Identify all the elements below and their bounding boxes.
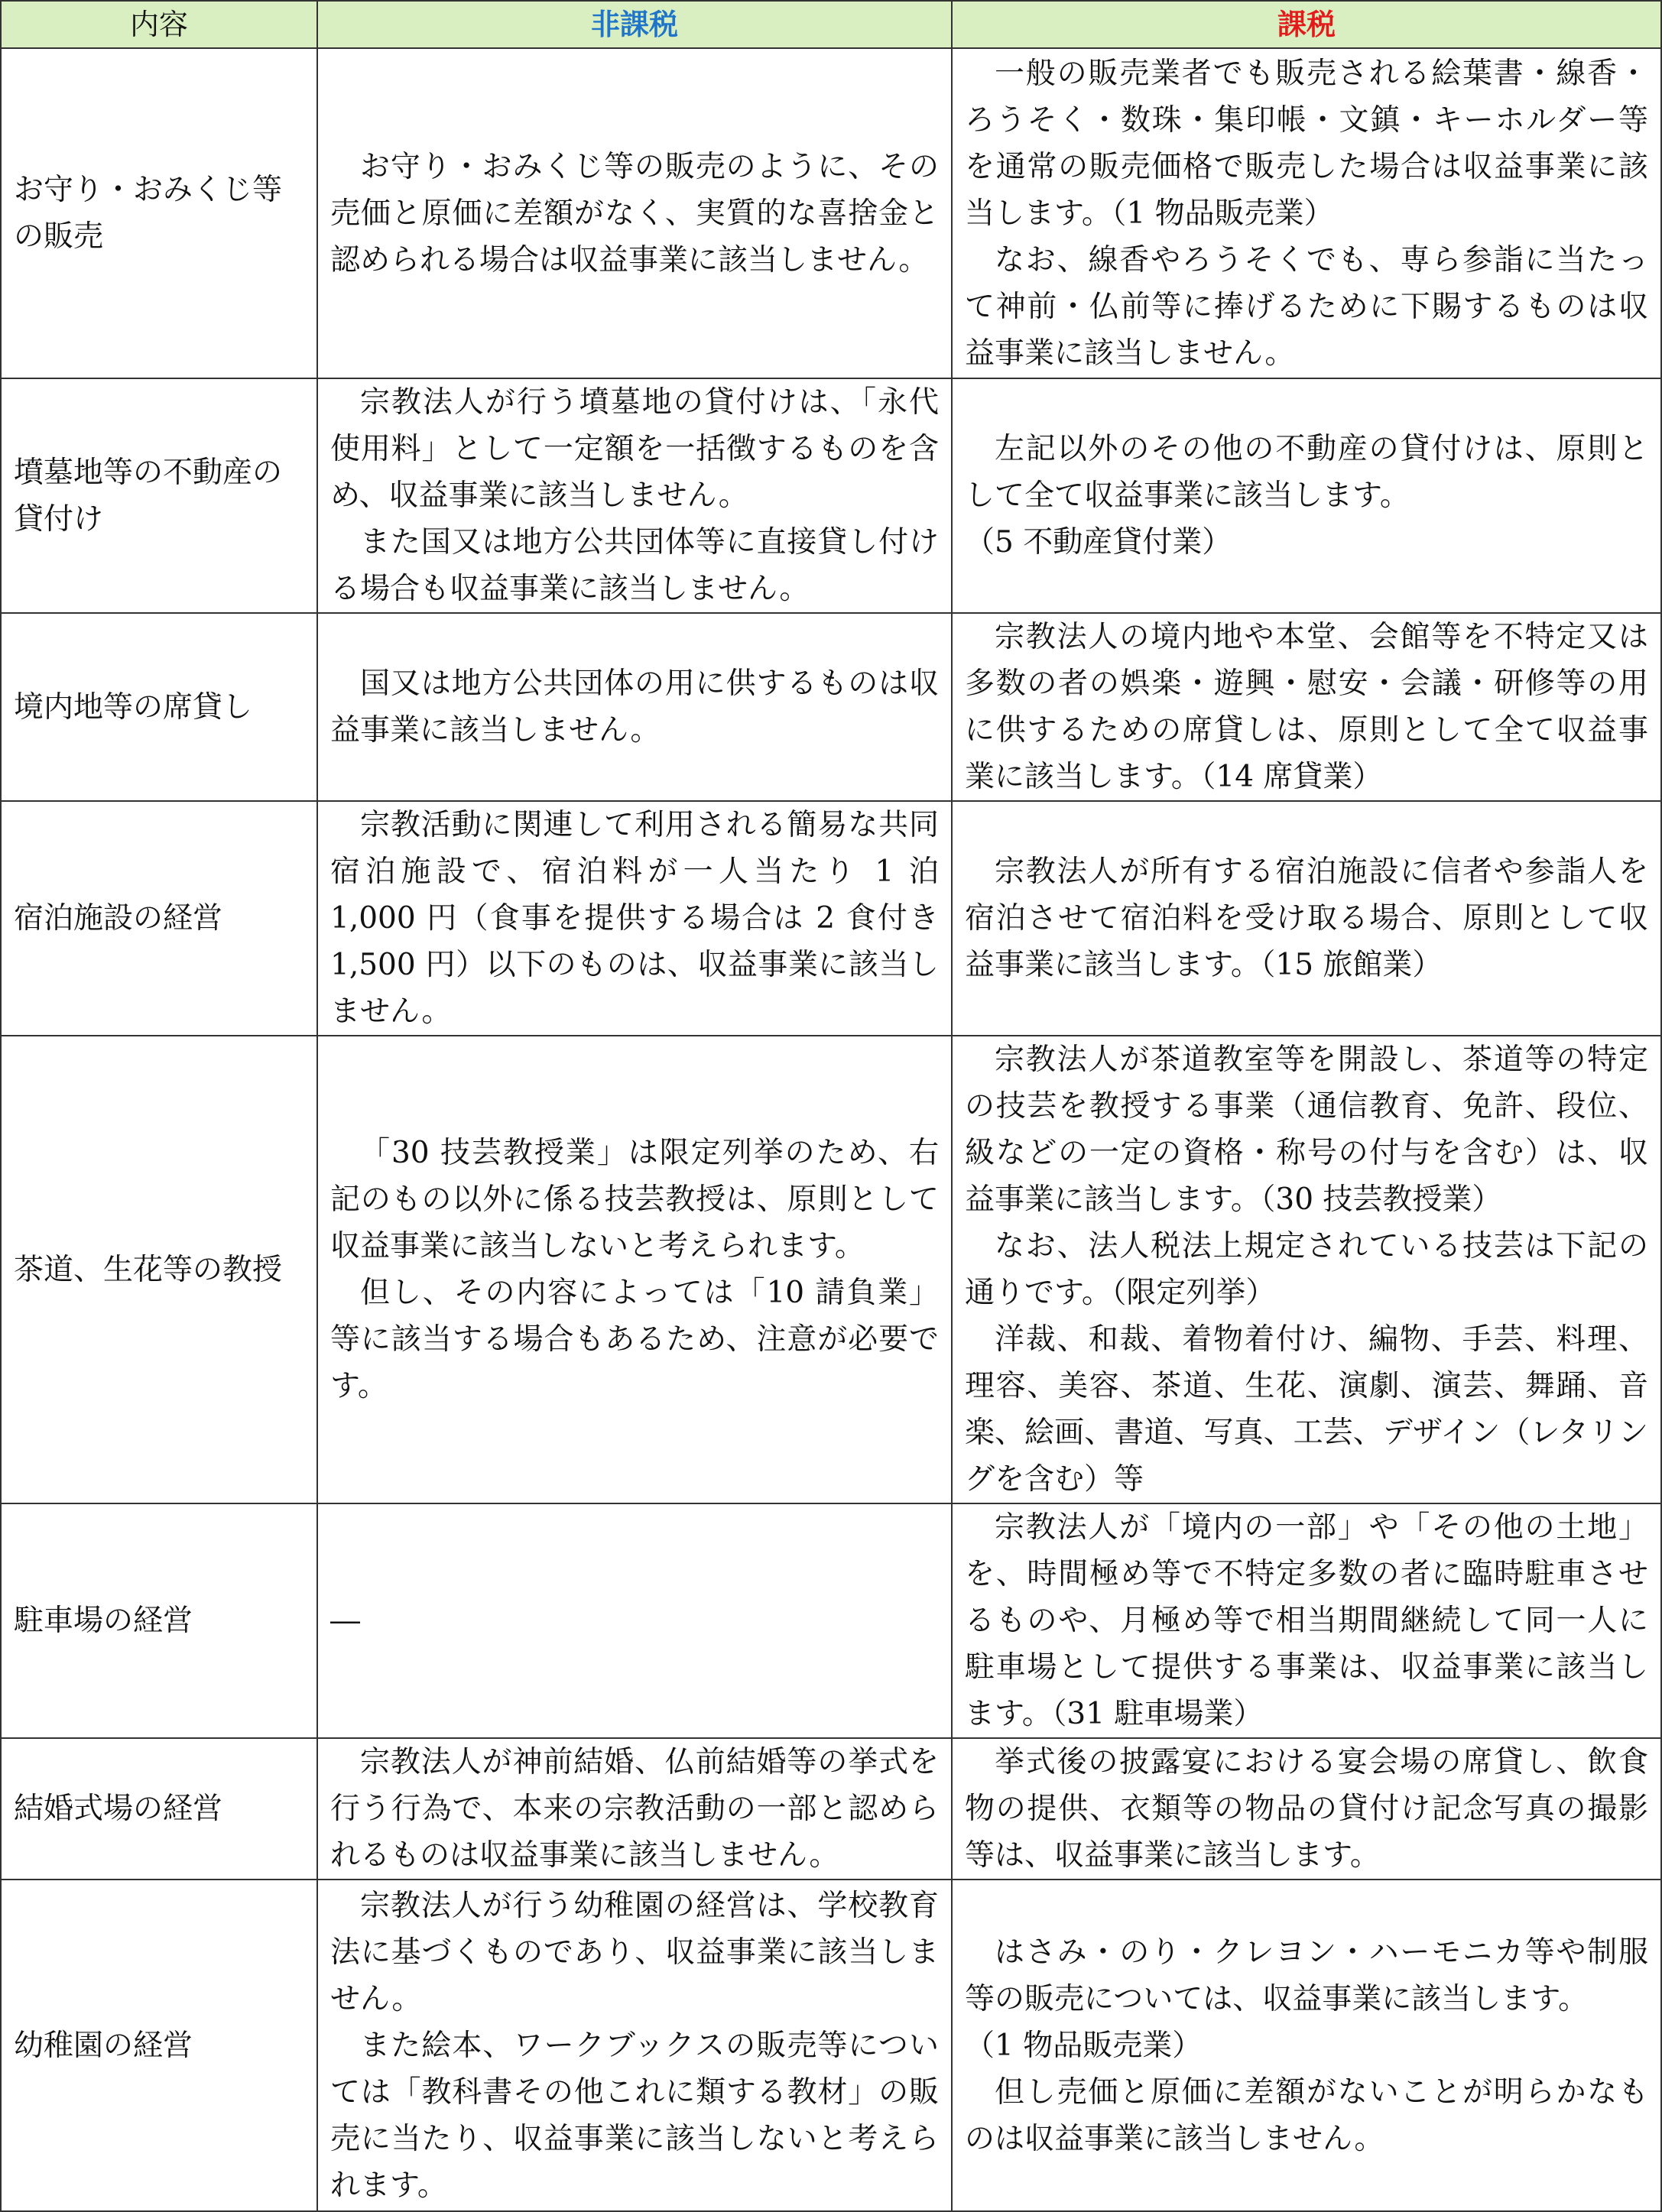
row-nontax-cell	[317, 613, 952, 801]
table-row	[1, 1503, 1661, 1738]
nontax-paragraph: ―	[330, 1604, 360, 1638]
header-row	[1, 1, 1661, 48]
tax-paragraph: （5 不動産貸付業）	[965, 525, 1232, 559]
row-tax-cell	[952, 1503, 1661, 1738]
row-item-label: 境内地等の席貸し	[1, 613, 317, 801]
tax-paragraph: （1 物品販売業）	[965, 2028, 1203, 2063]
row-tax-cell	[952, 801, 1661, 1036]
row-tax-cell	[952, 1738, 1661, 1880]
row-nontax-cell	[317, 1738, 952, 1880]
row-tax-cell	[952, 1880, 1661, 2211]
row-item-label: 結婚式場の経営	[1, 1738, 317, 1880]
table-row	[1, 613, 1661, 801]
row-nontax-cell	[317, 48, 952, 378]
tax-paragraph: 宗教法人が「境内の一部」や「その他の土地」を、時間極め等で不特定多数の者に臨時駐車させるものや、月極め等で相当期間継続して同一人に駐車場として提供する事業は、収益事業に該当します。（31 駐車場業）	[965, 1510, 1648, 1731]
row-item-label: 宿泊施設の経営	[1, 801, 317, 1036]
tax-paragraph: 但し売価と原価に差額がないことが明らかなものは収益事業に該当しません。	[965, 2074, 1648, 2156]
table-row	[1, 1036, 1661, 1503]
tax-paragraph: 洋裁、和裁、着物着付け、編物、手芸、料理、理容、美容、茶道、生花、演劇、演芸、舞踊、音楽、絵画、書道、写真、工芸、デザイン（レタリングを含む）等	[965, 1322, 1648, 1497]
nontax-paragraph: 但し、その内容によっては「10 請負業」等に該当する場合もあるため、注意が必要です。	[330, 1276, 939, 1403]
table-row	[1, 378, 1661, 613]
table-row	[1, 801, 1661, 1036]
tax-paragraph: 一般の販売業者でも販売される絵葉書・線香・ろうそく・数珠・集印帳・文鎮・キーホルダー等を通常の販売価格で販売した場合は収益事業に該当します。（1 物品販売業）	[965, 56, 1648, 231]
tax-paragraph: 挙式後の披露宴における宴会場の席貸し、飲食物の提供、衣類等の物品の貸付け記念写真の撮影等は、収益事業に該当します。	[965, 1745, 1648, 1873]
nontax-paragraph: 国又は地方公共団体の用に供するものは収益事業に該当しません。	[330, 667, 939, 748]
row-nontax-cell	[317, 1880, 952, 2211]
row-tax-cell	[952, 378, 1661, 613]
header-tax: 課税	[952, 1, 1661, 48]
header-item: 内容	[1, 1, 317, 48]
nontax-paragraph: また国又は地方公共団体等に直接貸し付ける場合も収益事業に該当しません。	[330, 525, 939, 606]
row-item-label: 駐車場の経営	[1, 1503, 317, 1738]
tax-paragraph: はさみ・のり・クレヨン・ハーモニカ等や制服等の販売については、収益事業に該当します。	[965, 1935, 1648, 2016]
tax-paragraph: 宗教法人の境内地や本堂、会館等を不特定又は多数の者の娯楽・遊興・慰安・会議・研修等の用に供するための席貸しは、原則として全て収益事業に該当します。（14 席貸業）	[965, 620, 1648, 794]
nontax-paragraph: また絵本、ワークブックスの販売等については「教科書その他これに類する教材」の販売に当たり、収益事業に該当しないと考えられます。	[330, 2028, 939, 2203]
row-nontax-cell	[317, 801, 952, 1036]
row-tax-cell	[952, 613, 1661, 801]
row-item-label: 茶道、生花等の教授	[1, 1036, 317, 1503]
nontax-paragraph: お守り・おみくじ等の販売のように、その売価と原価に差額がなく、実質的な喜捨金と認められる場合は収益事業に該当しません。	[330, 149, 939, 277]
nontax-paragraph: 宗教法人が行う墳墓地の貸付けは、「永代使用料」として一定額を一括徴するものを含め、収益事業に該当しません。	[330, 385, 939, 513]
table-row	[1, 48, 1661, 378]
header-nontax: 非課税	[317, 1, 952, 48]
nontax-paragraph: 宗教法人が行う幼稚園の経営は、学校教育法に基づくものであり、収益事業に該当しません。	[330, 1888, 939, 2016]
row-nontax-cell	[317, 378, 952, 613]
nontax-paragraph: 宗教活動に関連して利用される簡易な共同宿泊施設で、宿泊料が一人当たり 1 泊 1,000 円（食事を提供する場合は 2 食付き 1,500 円）以下のものは、収益事業に該当しません。	[330, 808, 939, 1029]
row-nontax-cell	[317, 1503, 952, 1738]
row-item-label: 墳墓地等の不動産の貸付け	[1, 378, 317, 613]
tax-paragraph: なお、線香やろうそくでも、専ら参詣に当たって神前・仏前等に捧げるために下賜するものは収益事業に該当しません。	[965, 242, 1648, 371]
tax-paragraph: 宗教法人が茶道教室等を開設し、茶道等の特定の技芸を教授する事業（通信教育、免許、段位、級などの一定の資格・称号の付与を含む）は、収益事業に該当します。（30 技芸教授業）	[965, 1043, 1648, 1217]
table-row	[1, 1880, 1661, 2211]
nontax-paragraph: 「30 技芸教授業」は限定列挙のため、右記のもの以外に係る技芸教授は、原則として収益事業に該当しないと考えられます。	[330, 1136, 939, 1263]
row-tax-cell	[952, 1036, 1661, 1503]
tax-paragraph: なお、法人税法上規定されている技芸は下記の通りです。（限定列挙）	[965, 1229, 1648, 1310]
tax-paragraph: 宗教法人が所有する宿泊施設に信者や参詣人を宿泊させて宿泊料を受け取る場合、原則として収益事業に該当します。（15 旅館業）	[965, 855, 1648, 982]
row-item-label: 幼稚園の経営	[1, 1880, 317, 2211]
row-nontax-cell	[317, 1036, 952, 1503]
nontax-paragraph: 宗教法人が神前結婚、仏前結婚等の挙式を行う行為で、本来の宗教活動の一部と認められるものは収益事業に該当しません。	[330, 1745, 939, 1873]
row-tax-cell	[952, 48, 1661, 378]
row-item-label: お守り・おみくじ等の販売	[1, 48, 317, 378]
table-row	[1, 1738, 1661, 1880]
tax-paragraph: 左記以外のその他の不動産の貸付けは、原則として全て収益事業に該当します。	[965, 432, 1648, 513]
